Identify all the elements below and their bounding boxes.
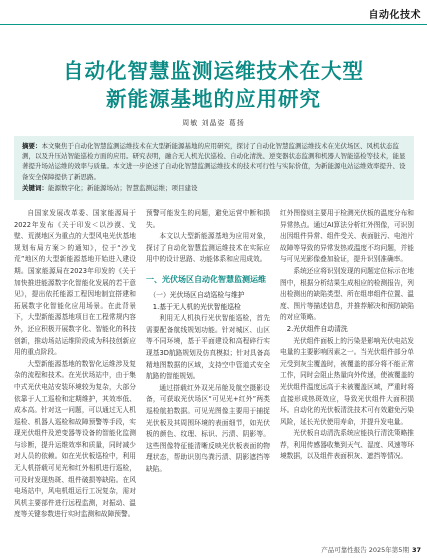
column-3	[280, 208, 414, 463]
subsubsection-heading-1: 1.基于无人机的光伏智能巡检	[152, 302, 241, 311]
col1-paragraph-2: 大型新能源基地的数智化运维涉及复杂的流程和技术。在光伏场站中，由于集中式光伏电站安装环境较为复杂，大部分依靠于人工巡检和定期维护，其效率低、成本高。针对这一问题，可以通过无人机巡检、机器人巡检和故障预警等手段，实现光伏组件及逆变器等设备的智能化监测与诊断，提升运维效率和质量，同时减少对人员的依赖。如在光伏板巡检中，利用无人机搭载可见光和红外相机进行巡检，可及时发现热斑、组件破损等缺陷。在风电场站中，风电机组运行工况复杂，需对风机主要部件进行远程监测，对振动、温度等关键参数进行实时监测和故障预警。	[14, 359, 136, 519]
section-tag: 自动化技术	[368, 10, 421, 21]
subsection-heading-1: （一）光伏场区自动巡检与维护	[149, 290, 245, 299]
column-1	[14, 208, 136, 521]
col2-paragraph-1: 预警可能发生的问题，避免运营中断和损失。	[146, 209, 270, 229]
keywords-label: 关键词：	[22, 183, 48, 192]
article-title-line2: 新能源基地的应用研究	[106, 87, 321, 111]
authors: 周敏 刘晶姿 葛扬	[182, 119, 245, 127]
col3-paragraph-2: 系统还应将识别发现的问题定位标示在地图中，根据分析结果生成相应的检测报告，列出检测出的缺陷类型、所在组串组件位置、温度、图片等描述信息，并推荐解决和预防缺陷的对应策略。	[280, 266, 414, 322]
section-heading-1: 一、光伏场区自动化智慧监测运维	[146, 274, 266, 284]
col3-paragraph-3: 光伏组件面板上的污染是影响光伏电站发电量的主要影响因素之一。当光伏组件部分单元受到灰尘覆盖时，被覆盖的部分将不能正常工作，同时会阻止热量向外传递，使被覆盖的光伏组件温度远高于未被覆盖区域，严重时将直接形成热斑效应，导致光伏组件大面积损坏。自动化的光伏板清洗技术可有效避免污染风险，延长光伏使用寿命，并提升发电量。	[280, 336, 414, 426]
col3-paragraph-4: 光伏板自动清洗系统应能执行清洗策略推荐，利用传感器收集到天气、湿度、风速等环境数据，以及组件表面积灰、遮挡等情况。	[280, 429, 414, 461]
subsubsection-heading-2: 2.光伏组件自动清洗	[286, 324, 348, 333]
abstract-paragraph	[22, 141, 406, 182]
keywords-text: 能源数字化；新能源场站；智慧监测运维；项目建设	[48, 183, 198, 192]
page-number: 37	[411, 546, 421, 554]
col1-paragraph-1: 自国家发展改革委、国家能源局于2022年发布《关于印发＜以沙漠、戈壁、荒漠地区为重点的大型风电光伏基地规划布局方案＞的通知》，位于“沙戈荒”地区的大型新能源基地开始进入建设期。国家能源局在2023年印发的《关于加快推进能源数字化智能化发展的若干意见》，提出依托能源工程因地制宜搭建和拓展数字化智能化应用场景。在此背景下，大型新能源基地项目在工程常规内容外，还应积极开展数字化、智能化的科技创新，推动场站运维阶段成为科技创新应用的重点阶段。	[14, 209, 136, 357]
journal-name: 产品可靠性报告 2025年第5期	[321, 546, 409, 554]
header-divider	[0, 24, 427, 25]
article-title-line1: 自动化智慧监测运维技术在大型	[63, 59, 364, 83]
col2-paragraph-3: 利用无人机执行光伏智能巡检，首先需要配备航线规划功能。针对城区、山区等不同环境，基于平面建设和高程碎行实现基3D航路规划及仿真模拟；针对具备高精地图数据的区域，支持空中管道式安全航路的智能规划。	[146, 314, 270, 381]
column-2	[146, 208, 270, 475]
col3-paragraph-1: 红外图像则主要用于检测光伏板的温度分布和异常热点。通过AI算法分析红外图像，可识别出因组件异常、组件受关、表面脏污、电池片故障等导致的异常发热或温度不均问题，并能与可见光影像叠加验证，提升识别准确率。	[280, 209, 414, 264]
abstract-box	[14, 136, 414, 200]
col2-paragraph-4: 通过搭载红外双光吊舱及航空摄影设备，可获取光伏场区“可见光+红外”两类巡检航拍数据。可见光图像主要用于捕捉光伏板及其周围环境的表面细节，如光伏板的颜色、纹理、标识、污渍、阴影等。这些图像特征能清晰反映光伏板表面的物理状态，帮助识别鸟粪污渍、阴影遮挡等缺陷。	[146, 383, 270, 473]
abstract-text: 本文聚焦于自动化智慧监测运维技术在大型新能源基地的应用研究，探讨了自动化智慧监测运维技术在光伏场区、风机状态监测，以及升压站智能巡检方面的应用。研究表明，融合无人机光伏巡检、自动化清洗、逆变器状态监测和机器人智能巡检等技术，能显著提升场站运维的效率与质量。本文进一步论述了自动化智慧监测运维技术的技术可行性与实际价值，为新能源电站运维效率提升、设备安全保障提供了新思路。	[22, 142, 406, 181]
page-footer	[321, 545, 421, 554]
keywords-paragraph	[22, 183, 406, 193]
abstract-label: 摘要：	[22, 142, 42, 150]
col2-paragraph-2: 本文以大型新能源基地为应用对象，探讨了自动化智慧监测运维技术在实际应用中的设计思路、功能体系和应用成效。	[146, 232, 270, 264]
